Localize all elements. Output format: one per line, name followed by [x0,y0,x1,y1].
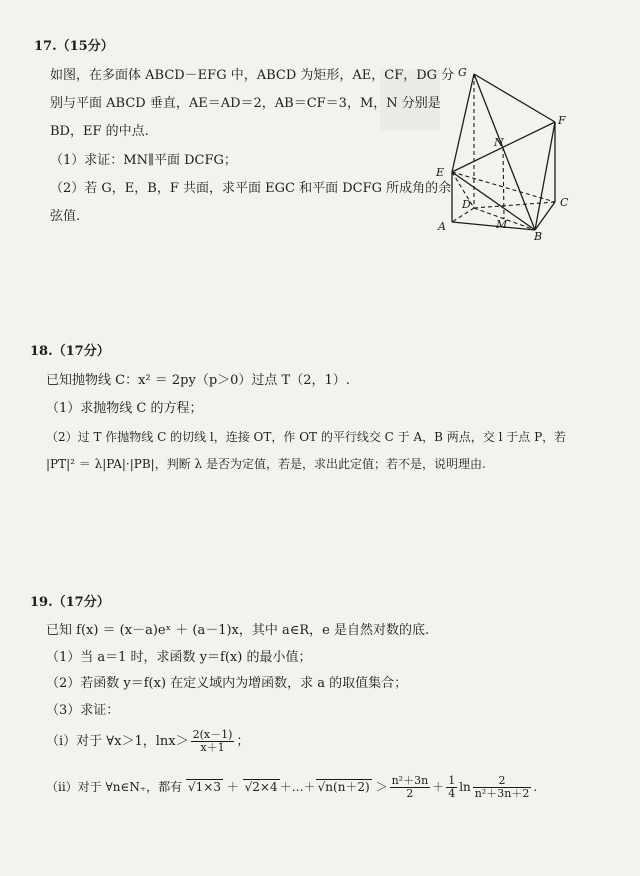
sqrt-2x4: √2×4 [244,780,278,794]
fraction-2x-1-over-x+1 [191,729,235,754]
q19-part-i-text: （i）对于 ∀x＞1，lnx＞ [46,734,189,749]
q17-line-3: BD，EF 的中点. [50,124,149,139]
q17-line-2: 别与平面 ABCD 垂直，AE＝AD＝2，AB＝CF＝3，M，N 分别是 [50,96,441,111]
fraction-denominator: 2 [406,787,414,800]
label-D: D [462,198,471,211]
sqrt-1x3: √1×3 [188,780,221,794]
label-M: M [496,218,508,231]
label-A: A [438,220,446,233]
label-C: C [560,196,569,209]
q17-line-1: 如图，在多面体 ABCD－EFG 中，ABCD 为矩形，AE，CF，DG 分 [50,68,455,83]
q19-line-2: （1）当 a＝1 时，求函数 y＝f(x) 的最小值； [46,650,312,665]
q17-heading: 17.（15分） [34,39,114,54]
fraction-numerator: n²＋3n [391,774,429,787]
q18-line-4: |PT|² ＝ λ|PA|·|PB|，判断 λ 是否为定值，若是，求出此定值；若不是，说明理由. [46,457,486,471]
edge-GF [474,74,555,122]
q19-part-ii-text: （ii）对于 ∀n∈N₊，都有 [46,780,183,794]
fraction-denominator: x＋1 [200,741,225,754]
ellipsis-sum: ＋…＋ [279,780,316,794]
q19-line-3: （2）若函数 y＝f(x) 在定义域内为增函数，求 a 的取值集合； [46,676,408,691]
fraction-numerator: 2 [473,775,532,788]
label-E: E [436,166,445,179]
q19-line-1: 已知 f(x) ＝ (x－a)eˣ ＋ (a－1)x，其中 a∈R，e 是自然对数的底. [46,623,430,638]
label-F: F [558,114,566,127]
q19-heading: 19.（17分） [30,595,110,610]
q17-line-5: （2）若 G，E，B，F 共面，求平面 EGC 和平面 DCFG 所成角的余 [50,181,452,196]
plus-sign: ＋ [432,780,445,794]
greater-than: ＞ [375,780,388,794]
q18-line-1: 已知抛物线 C：x² ＝ 2py（p＞0）过点 T（2，1）. [46,373,350,388]
label-B: B [534,230,543,242]
q18-line-2: （1）求抛物线 C 的方程； [46,401,203,416]
fraction-denominator: n²＋3n＋2 [474,787,530,800]
q19-line-5 [46,728,249,756]
edge-GE [452,74,474,172]
q19-line-4: （3）求证： [46,703,120,718]
q17-line-4: （1）求证：MN∥平面 DCFG； [50,153,237,168]
edge-DC [474,202,555,208]
fraction-denominator: 4 [448,787,456,800]
fraction-2-over-n2+3n+2 [473,775,532,800]
q17-line-6: 弦值. [50,209,81,224]
q18-heading: 18.（17分） [30,344,110,359]
fraction-numerator: 2(x－1) [192,728,233,741]
label-G: G [458,66,467,79]
polyhedron-figure [430,62,610,242]
ln-text: ln [459,780,471,794]
fraction-n2+3n-over-2 [390,775,431,800]
period: . [533,780,538,794]
edge-BF [535,122,555,230]
q19-part-i-end: ； [236,734,250,749]
edge-GB [474,74,535,230]
label-N: N [494,136,504,149]
q19-line-6: （ii）对于 ∀n∈N₊，都有 √1×3 ＋ √2×4 ＋…＋ √n(n＋2) ＞ $\frac{\text{n²＋3n}}{2}$ ＋ $\frac{1}{4}$ ln $\frac{2}{\text{n²＋3n＋2}}$ . [46,774,538,800]
fraction-numerator: 1 [448,774,456,787]
sqrt-n-n+2: √n(n＋2) [317,780,370,794]
fraction-1-over-4 [446,775,457,800]
q18-line-3: （2）过 T 作抛物线 C 的切线 l，连接 OT，作 OT 的平行线交 C 于 A，B 两点，交 l 于点 P，若 [46,430,567,444]
polyhedron-diagram [430,62,610,242]
